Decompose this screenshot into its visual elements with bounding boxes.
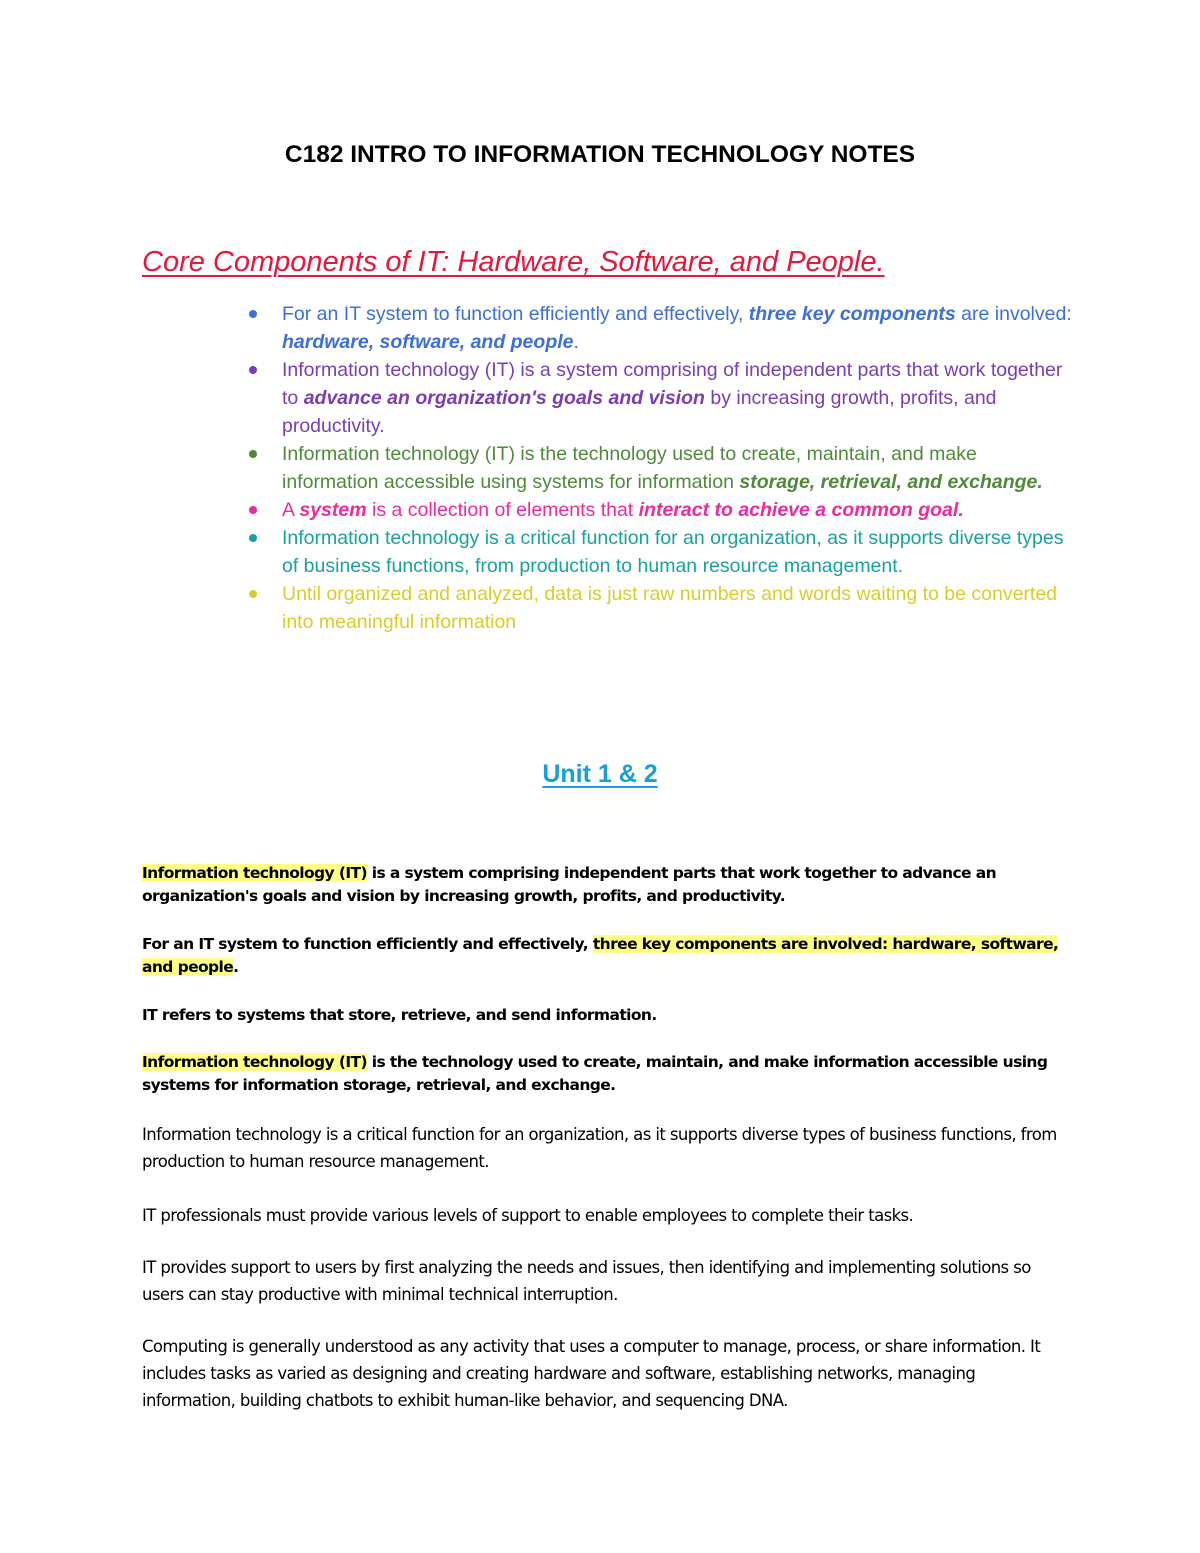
unit-heading: Unit 1 & 2 — [542, 760, 658, 788]
bullet-text: For an IT system to function efficiently and effectively, — [282, 303, 749, 325]
bullet-item — [282, 356, 1072, 440]
note-text: is the technology used to create, maintain, and make information accessible using systems for information storage, retrieval, and exchange. — [142, 1053, 1048, 1094]
bullet-item — [282, 524, 1072, 580]
core-components-list — [282, 300, 1072, 636]
highlighted-term: Information technology (IT) — [142, 1053, 367, 1071]
bullet-dot-icon — [249, 534, 257, 542]
bullet-text: are involved: — [955, 303, 1072, 325]
note-text: For an IT system to function efficiently and effectively, — [142, 935, 593, 953]
bullet-text: . — [573, 331, 579, 353]
document-title: C182 INTRO TO INFORMATION TECHNOLOGY NOTES — [284, 141, 916, 168]
note-paragraph: Information technology is a critical function for an organization, as it supports diverse types of business functions, from production to human resource management. — [142, 1125, 1057, 1171]
note-paragraph: IT provides support to users by first analyzing the needs and issues, then identifying and implementing solutions so users can stay productive with minimal technical interruption. — [142, 1258, 1031, 1304]
bullet-text: by increasing growth, profits, and productivity. — [282, 387, 997, 437]
note-paragraph — [142, 933, 1072, 979]
note-text: is a system comprising independent parts that work together to advance an organization's goals and vision by increasing growth, profits, and productivity. — [142, 864, 997, 905]
bullet-text: Information technology is a critical function for an organization, as it supports diverse types of business functions, from production to human resource management. — [282, 527, 1064, 577]
note-paragraph — [142, 1051, 1072, 1097]
bullet-text: is a collection of elements that — [366, 499, 639, 521]
bullet-emphasis: system — [299, 499, 367, 521]
bullet-text: Until organized and analyzed, data is just raw numbers and words waiting to be converted into meaningful information — [282, 583, 1058, 633]
note-paragraph — [142, 862, 1072, 908]
bullet-dot-icon — [249, 590, 257, 598]
bullet-item — [282, 496, 1072, 524]
bullet-dot-icon — [249, 450, 257, 458]
bullet-emphasis: interact to achieve a common goal. — [638, 499, 964, 521]
bullet-item — [282, 580, 1072, 636]
bullet-emphasis: hardware, software, and people — [282, 331, 574, 353]
bullet-dot-icon — [249, 366, 257, 374]
bullet-item — [282, 440, 1072, 496]
bullet-dot-icon — [249, 506, 257, 514]
note-text: . — [233, 958, 239, 976]
bullet-text: A — [282, 499, 300, 521]
bullet-emphasis: three key components — [748, 303, 956, 325]
bullet-text: Information technology (IT) is a system comprising of independent parts that work together to — [282, 359, 1063, 409]
bullet-emphasis: advance an organization's goals and vision — [303, 387, 705, 409]
bullet-dot-icon — [249, 310, 257, 318]
note-paragraph: IT professionals must provide various levels of support to enable employees to complete their tasks. — [142, 1206, 914, 1225]
highlighted-term: three key components are involved: hardware, software, and people — [142, 935, 1059, 976]
bullet-item — [282, 300, 1072, 356]
highlighted-term: Information technology (IT) — [142, 864, 367, 882]
bullet-emphasis: storage, retrieval, and exchange. — [739, 471, 1043, 493]
core-components-heading: Core Components of IT: Hardware, Software, and People. — [142, 246, 885, 278]
bullet-text: Information technology (IT) is the technology used to create, maintain, and make information accessible using systems for information — [282, 443, 977, 493]
note-paragraph: IT refers to systems that store, retrieve, and send information. — [142, 1006, 657, 1024]
note-paragraph: Computing is generally understood as any activity that uses a computer to manage, process, or share information. It includes tasks as varied as designing and creating hardware and software, establishing networks, managing information, building chatbots to exhibit human-like behavior, and sequencing DNA. — [142, 1337, 1041, 1410]
unit-notes — [142, 862, 1072, 1414]
